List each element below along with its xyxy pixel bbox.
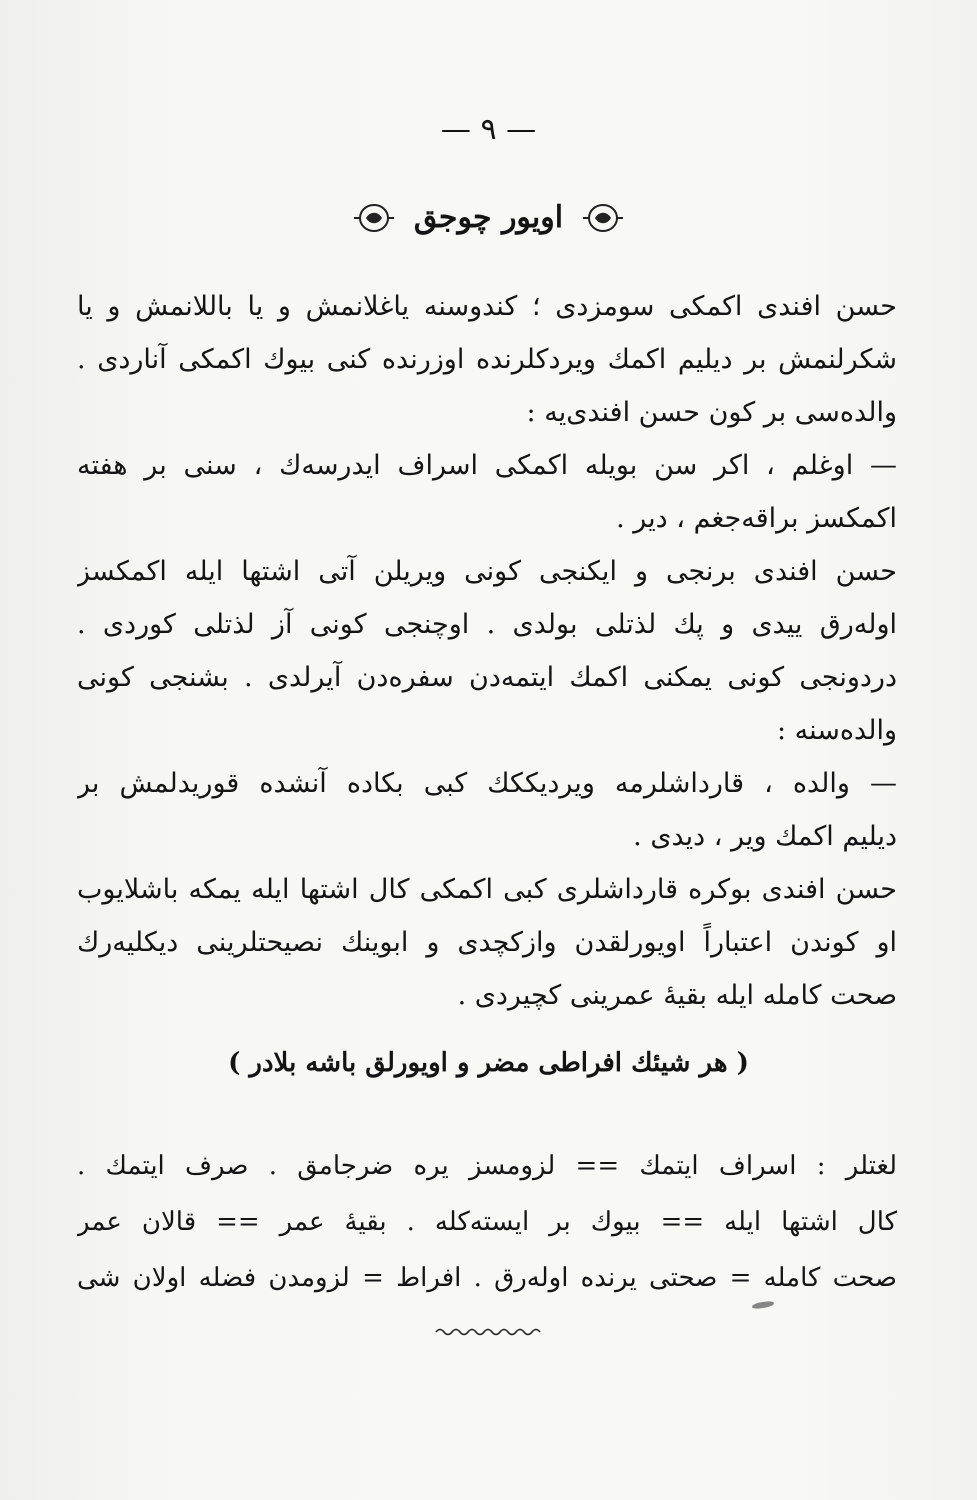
body-line: حسن افندی بوکره قارداشلری کبی اکمکی کال اشتها ایله یمکه باشلایوب (77, 874, 897, 905)
body-line: دردونجی کونی یمکنی اکمك ایتمه‌دن سفره‌دن آیرلدی . بشنجی کونی (77, 662, 897, 693)
proverb: ( هر شیئك افراطی مضر و اویورلق باشه بلادر ) (228, 1048, 749, 1078)
glossary-line: لغتلر : اسراف ایتمك == لزومسز یره ضرجامق . صرف ایتمك . (77, 1151, 897, 1181)
left-ornament-icon (581, 201, 625, 235)
body-line: والده‌سنه : (776, 715, 897, 746)
body-line: صحت کامله ایله بقیهٔ عمرینی کچیردی . (457, 980, 897, 1011)
closing-divider (0, 1324, 977, 1343)
glossary-line: صحت کامله = صحتی یرنده اوله‌رق . افراط = لزومدن فضله اولان شی (77, 1263, 897, 1293)
body-line: — اوغلم ، اکر سن بویله اکمکی اسراف ایدرسه‌ك ، سنی بر هفته (77, 450, 897, 481)
body-line: او کوندن اعتباراً اویورلقدن وازکچدی و ابوینك نصیحتلرینی دیکلیه‌رك (77, 927, 897, 958)
body-line: والده‌سی بر کون حسن افندی‌یه : (526, 397, 897, 428)
title-row (0, 200, 977, 235)
wavy-divider-icon (434, 1325, 544, 1339)
story-title: اویور چوجق (413, 200, 564, 235)
story-body (77, 280, 897, 1022)
right-ornament-icon (352, 201, 396, 235)
body-line: — والده ، قارداشلرمه ویردیککك کبی بکاده آنشده قوریدلمش بر (77, 768, 897, 799)
body-line: حسن افندی اکمکی سومزدی ؛ کندوسنه یاغلانمش و یا باللانمش و یا (77, 291, 897, 322)
body-line: شکرلنمش بر دیلیم اکمك ویردکلرنده اوزرنده کنی بیوك اکمکی آناردی . (77, 344, 897, 375)
glossary (77, 1138, 897, 1306)
page-number: — ٩ — (440, 112, 537, 147)
body-line: دیلیم اکمك ویر ، دیدی . (633, 821, 897, 852)
body-line: حسن افندی برنجی و ایکنجی کونی ویریلن آتی اشتها ایله اکمکسز (77, 556, 897, 587)
body-line: اکمکسز براقه‌جغم ، دیر . (616, 503, 897, 534)
body-line: اوله‌رق ییدی و پك لذتلی بولدی . اوچنجی کونی آز لذتلی کوردی . (77, 609, 897, 640)
glossary-line: کال اشتها ایله == بیوك بر ایسته‌كله . بقیهٔ عمر == قالان عمر (77, 1207, 897, 1237)
